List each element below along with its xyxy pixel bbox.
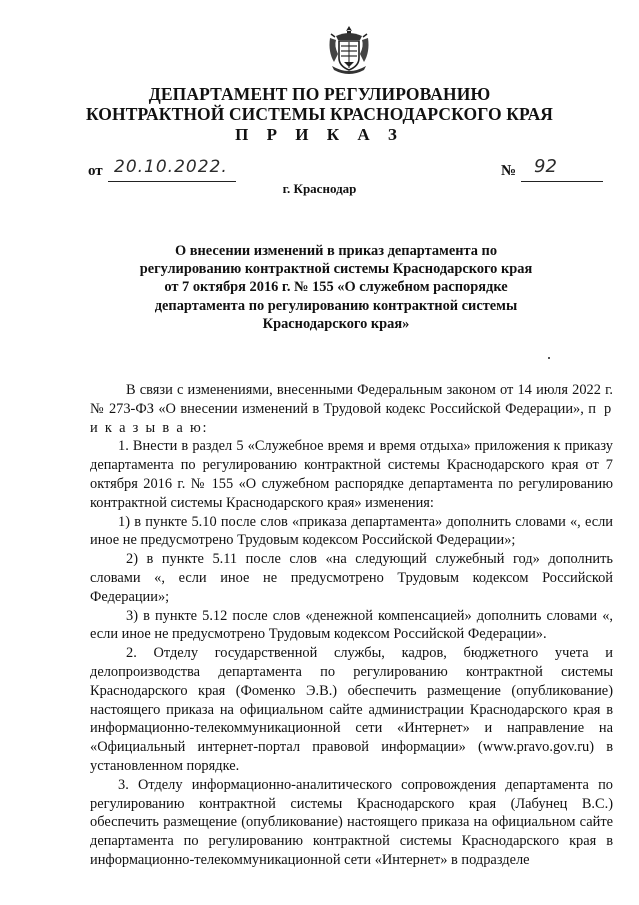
intro-text: В связи с изменениями, внесенными Федеральным законом от 14 июля 2022 г. № 273-ФЗ «О внесении изменений в Трудовой кодекс Российской Федерации», <box>90 382 613 417</box>
scan-speck <box>548 357 550 359</box>
title-line-5: Краснодарского края» <box>262 315 410 332</box>
order-title <box>135 242 537 333</box>
item-1-subitem-2: 2) в пункте 5.11 после слов «на следующий служебный год» дополнить словами «, если иное не предусмотрено Трудовым кодексом Российской Федерации»; <box>90 551 613 605</box>
item-3: 3. Отделу информационно-аналитического сопровождения департамента по регулированию контрактной системы Краснодарского края (Лабунец В.С.) обеспечить размещение (опубликование) настоящего приказа на официальном сайте департамента по регулированию контрактной системы Краснодарского края в информационно-телекоммуникационной сети «Интернет» в подразделе <box>90 776 613 868</box>
title-line-4: департамента по регулированию контрактной системы <box>154 297 518 314</box>
department-line-2: КОНТРАКТНОЙ СИСТЕМЫ КРАСНОДАРСКОГО КРАЯ <box>85 104 554 124</box>
item-1-subitem-1: 1) в пункте 5.10 после слов «приказа департамента» дополнить словами «, если иное не предусмотрено Трудовым кодексом Российской Федерации»; <box>90 513 613 549</box>
title-line-1: О внесении изменений в приказ департамента по <box>174 243 498 259</box>
order-body <box>90 381 613 870</box>
item-1-subitem-3: 3) в пункте 5.12 после слов «денежной компенсацией» дополнить словами «, если иное не предусмотрено Трудовым кодексом Российской Федерации». <box>90 607 613 643</box>
department-line-1: ДЕПАРТАМЕНТ ПО РЕГУЛИРОВАНИЮ <box>148 84 491 104</box>
item-1: 1. Внести в раздел 5 «Служебное время и время отдыха» приложения к приказу департамента по регулированию контрактной системы Краснодарского края от 7 октября 2016 г. № 155 «О служебном распорядке департамента по регулированию контрактной системы Краснодарского края» изменения: <box>90 438 613 511</box>
handwritten-date: 20.10.2022. <box>114 157 228 177</box>
intro-paragraph <box>90 381 613 437</box>
coat-of-arms-emblem <box>326 24 372 78</box>
city-label: г. Краснодар <box>282 181 357 196</box>
item-2: 2. Отделу государственной службы, кадров, бюджетного учета и делопроизводства департамента по регулированию контрактной системы Краснодарского края (Фоменко Э.В.) обеспечить размещение (опубликование) настоящего приказа на официальном сайте администрации Краснодарского края в информационно-телекоммуникационной сети «Интернет» и направление на «Официальный интернет-портал правовой информации» (www.pravo.gov.ru) в установленном порядке. <box>90 645 613 774</box>
order-word: П Р И К А З <box>235 125 404 144</box>
department-heading <box>0 84 639 124</box>
title-line-2: регулированию контрактной системы Краснодарского края <box>139 261 533 278</box>
from-label: от <box>88 163 103 179</box>
handwritten-number: 92 <box>534 156 557 177</box>
intro-directive: п р и к а з ы в а ю: <box>90 400 613 436</box>
title-line-3: от 7 октября 2016 г. № 155 «О служебном распорядке <box>164 279 508 296</box>
number-label: № <box>501 163 517 179</box>
